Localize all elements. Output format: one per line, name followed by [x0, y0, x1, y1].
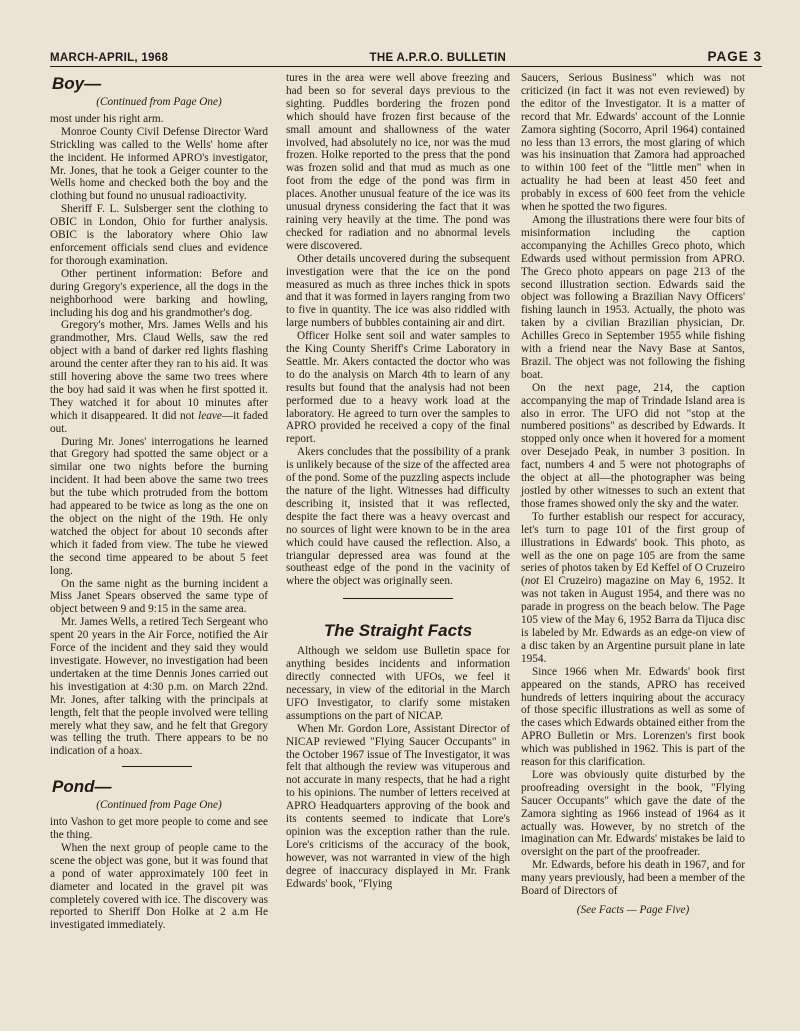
publication-title: THE A.P.R.O. BULLETIN [369, 52, 507, 64]
straight-facts-heading: The Straight Facts [323, 621, 473, 641]
emphasis-leave: leave [198, 409, 222, 422]
paragraph: most under his right arm. [50, 112, 164, 125]
paragraph: Sheriff F. L. Sulsberger sent the clothing to OBIC in London, Ohio for further analysis. OBIC is the laboratory where Ohio law enforcement officials send clues and evidence for thorough examination. [50, 203, 268, 267]
paragraph: When the next group of people came to the scene the object was gone, but it was found that a pond of water approximately 100 feet in diameter and located in the gravel pit was completely covered with ice. The discovery was reported to Sheriff Don Holke at 2 a.m He investigated immediately. [50, 841, 268, 932]
emphasis-not: not [524, 575, 540, 588]
page-header [50, 44, 762, 64]
boy-heading: Boy— [52, 74, 102, 93]
paragraph: Mr. Edwards, before his death in 1967, and for many years previously, had been a member of the Board of Directors of [521, 859, 745, 898]
page-number: PAGE 3 [707, 49, 762, 64]
paragraph: Among the illustrations there were four bits of misinformation including the caption accompanying the Achilles Greco photo, which Edwards used without permission from APRO. The Greco photo appears on page 213 of the second illustration section. Edwards said the object was following a Brazilian Navy Officers' fishing launch in 1953. Actually, the photo was taken by a civilian Brazilian physician, Dr. Achilles Greco in September 1955 while fishing with a friend near the Navy Base at Santos, Brazil. The object was not following the fishing boat. [521, 213, 745, 381]
paragraph: tures in the area were well above freezing and had been so for several days previous to the sighting. Puddles bordering the frozen pond which should have frozen first because of the small amount and shallowness of the water involved, had absolutely no ice, nor was the mud frozen. Holke reported to the press that the pond was frozen solid and that mud as much as one foot from the edge of the pond was firm in places. Another unusual feature of the ice was its unusual dryness considering the fact that it was raining very heavily at the time. The pond was checked for radiation and no abnormal levels were discovered. [286, 72, 510, 252]
paragraph: During Mr. Jones' interrogations he learned that Gregory had spotted the same object or a similar one two nights before the burning incident. It had been above the same two trees but the tube which protruded from the bottom had appeared to be twice as long as the one on the object on the night of the 19th. He only watched the object for about 10 seconds after which it faded from view. The tube he viewed the second time appeared to be about 5 feet long. [50, 435, 268, 577]
column-1 [50, 72, 268, 932]
paragraph: Lore was obviously quite disturbed by the proofreading oversight in the book, "Flying Saucer Occupants" which gave the date of the Zamora sighting as 1966 instead of 1964 as it actually was. However, by no stretch of the imagination can Mr. Edwards' mistakes be laid to oversight on the part of the proofreader. [521, 768, 745, 859]
paragraph: On the same night as the burning incident a Miss Janet Spears observed the same type of object between 9 and 9:15 in the same area. [50, 577, 268, 616]
column-2 [286, 72, 510, 890]
pond-continued-note: (Continued from Page One) [96, 799, 222, 812]
paragraph-text: El Cruzeiro) magazine on May 6, 1952. It was not taken in August 1954, and there was no parade in progress on the beach below. The Page 105 view of the May 6, 1952 Barra da Tijuca disc is labeled by Mr. Edwards as an edge-on view of a disc taken by an Argentine pursuit plane in late 1954. [521, 575, 745, 665]
section-divider [343, 598, 453, 599]
paragraph: Other pertinent information: Before and during Gregory's experience, all the dogs in the neighborhood were barking and howling, including his dog and his grandmother's dog. [50, 267, 268, 319]
paragraph: On the next page, 214, the caption accompanying the map of Trindade Island area is also in error. The UFO did not "stop at the numbered positions" as described by Edwards. It stopped only once when it hovered for a moment over Desejado Peak, in number 3 position. In fact, numbers 4 and 5 were not photographs of the object at all—the photographer was being jostled by other witnesses to such an extent that those frames showed only the sky and the water. [521, 381, 745, 510]
paragraph: Saucers, Serious Business" which was not criticized (in fact it was not even reviewed) by the editor of the Investigator. It is a matter of record that Mr. Edwards' account of the Lonnie Zamora sighting (Socorro, April 1964) contained no less than 13 errors, the most glaring of which was his insinuation that Zamora had approached to within 100 feet of the "little men" when in actuality he had been at least 450 feet and probably in excess of 600 feet from the vehicle when he spotted the two figures. [521, 72, 745, 214]
paragraph: Since 1966 when Mr. Edwards' book first appeared on the stands, APRO has received hundreds of letters inquiring about the accuracy of those specific illustrations as well as some of the cases which Edwards obtained either from the APRO Bulletin or Mrs. Lorenzen's first book which was published in 1962. This is part of the reason for this clarification. [521, 665, 745, 769]
paragraph-text: To further establish our respect for accuracy, let's turn to page 101 of the first group of illustrations in Edwards' book. This photo, as well as the one on page 105 are from the same series of photos taken by Ed Keffel of O Cruzeiro ( [521, 510, 745, 588]
paragraph-text: Gregory's mother, Mrs. James Wells and his grandmother, Mrs. Claud Wells, saw the red object with a band of darker red lights flashing around the center after they ran to his aid. It was still hovering above the same two trees where the boy had said it was when he first spotted it. They watched it for about 10 minutes after which it disappeared. It did not [50, 319, 268, 422]
paragraph: Other details uncovered during the subsequent investigation were that the ice on the pond measured as much as three inches thick in spots and that it was formed in layers ranging from two to five in quantity. The ice was also riddled with large numbers of bubbles containing air and dirt. [286, 252, 510, 330]
column-3 [521, 72, 745, 917]
header-rule [50, 66, 762, 67]
paragraph: Mr. James Wells, a retired Tech Sergeant who spent 20 years in the Air Force, notified the Air Force of the incident and they said they would investigate. However, no investigation had been undertaken at the time Dennis Jones carried out his investigation at 4:30 p.m. on March 22nd. Mr. Jones, after talking with the principals at length, felt that the people involved were telling merely what they saw, and he felt that Gregory was telling the truth. There appears to be no indication of a hoax. [50, 616, 268, 758]
issue-date: MARCH-APRIL, 1968 [50, 52, 169, 64]
section-divider [122, 766, 192, 767]
paragraph: Monroe County Civil Defense Director Ward Strickling was called to the Wells' home after the incident. He informed APRO's investigator, Mr. Jones, that he took a Geiger counter to the Wells home and checked both the boy and the clothing but found no unusual radioactivity. [50, 125, 268, 203]
paragraph: Officer Holke sent soil and water samples to the King County Sheriff's Crime Laboratory in Seattle. Mr. Akers contacted the doctor who was to do the analysis on March 4th to learn of any results but found that the analysis had not been performed due to a heavy work load at the laboratory. He agreed to turn over the samples to APRO provided he received a copy of the final report. [286, 330, 510, 446]
paragraph [50, 319, 268, 435]
paragraph: When Mr. Gordon Lore, Assistant Director of NICAP reviewed "Flying Saucer Occupants" in the October 1967 issue of The Investigator, it was felt that although the review was vituperous and not accurate in many respects, that he had a right to his opinions. The number of letters received at APRO Headquarters approving of the book and its contents seemed to indicate that Lore's opinion was the exception rather than the rule. Lore's criticisms of the accuracy of the book, however, was not warranted in view of the high degree of inaccuracy displayed in Mr. Frank Edwards' book, "Flying [286, 722, 510, 890]
paragraph-text: —it faded out. [50, 409, 269, 435]
continued-on-note: (See Facts — Page Five) [576, 904, 690, 916]
boy-continued-note: (Continued from Page One) [96, 96, 222, 108]
paragraph [521, 511, 745, 666]
paragraph: into Vashon to get more people to come and see the thing. [50, 816, 268, 842]
paragraph: Although we seldom use Bulletin space for anything besides incidents and information directly connected with UFOs, we feel it necessary, in view of the editorial in the March UFO Investigator, to clarify some mistaken assumptions on the part of NICAP. [286, 645, 510, 722]
pond-heading: Pond— [52, 777, 112, 797]
paragraph: Akers concludes that the possibility of a prank is unlikely because of the size of the affected area of the pond. Some of the puzzling aspects include the nature of the light. Witnesses had difficulty describing it, insisted that it was reflected, despite the fact there was a heavy overcast and no sources of light were known to be in the area which could have caused the reflection. Also, a triangular depressed area was found at the southeast edge of the pond in the vacinity of where the object was originally seen. [286, 446, 511, 588]
